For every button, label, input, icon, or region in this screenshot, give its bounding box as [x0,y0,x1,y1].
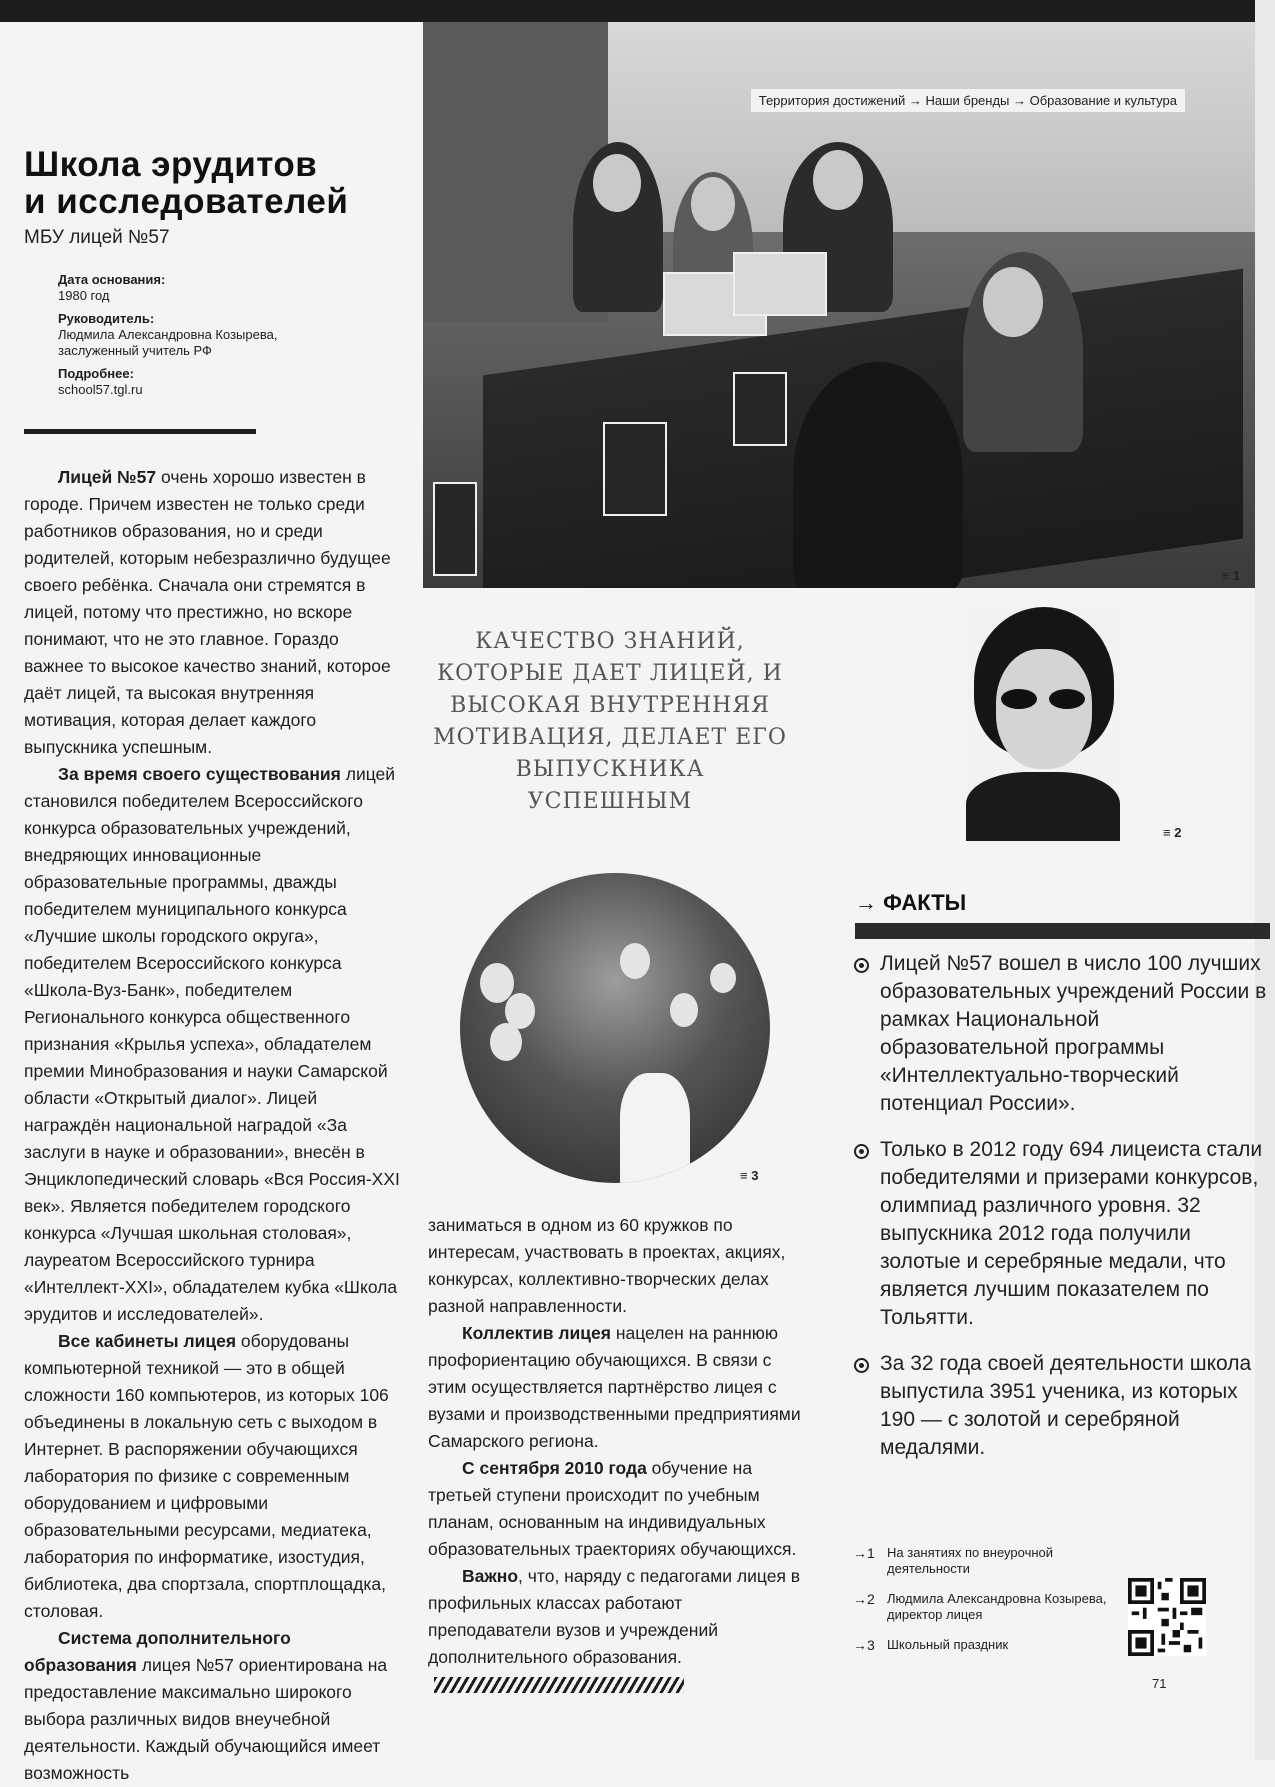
page-number: 71 [1152,1676,1167,1691]
photo-wall [563,22,1255,232]
paragraph [24,1625,402,1787]
paragraph [24,1328,402,1625]
photo-balloon [490,1023,522,1061]
paragraph-lead: С сентября 2010 года [462,1458,647,1478]
paragraph [428,1455,808,1563]
photo-classroom [423,22,1255,588]
photo-face [813,150,863,210]
breadcrumb: Территория достижений → Наши бренды → Образование и культура [751,89,1185,112]
caption-number: →2 [853,1591,875,1607]
paragraph-text: , что, наряду с педагогами лицея в профильных классах работают преподаватели вузов и учреждений дополнительного образования. [428,1566,801,1667]
paragraph-text: обучение на третьей ступени происходит по учебным планам, основанным на индивидуальных образовательных траекториях обучающихся. [428,1458,797,1559]
fact-text: Только в 2012 году 694 лицеиста стали победителями и призерами конкурсов, олимпиад различного уровня. 32 выпускника 2012 года получили золотые и серебряные медали, что является лучшим показателем по Тольятти. [880,1138,1263,1329]
photo-tag-2: ≡ 2 [1163,825,1182,840]
meta-label-director: Руководитель: [58,311,155,326]
paragraph [428,1563,808,1698]
fact-item [852,1136,1272,1332]
paragraph-text: нацелен на раннюю профориентацию обучающихся. В связи с этим осуществляется партнёрство лицея с вузами и производственными предприятиями Самарского региона. [428,1323,801,1451]
pull-quote: КАЧЕСТВО ЗНАНИЙ, КОТОРЫЕ ДАЕТ ЛИЦЕЙ, И ВЫСОКАЯ ВНУТРЕННЯЯ МОТИВАЦИЯ, ДЕЛАЕТ ЕГО ВЫПУСКНИКА УСПЕШНЫМ [433,629,787,814]
photo-laptop [433,482,477,576]
photo-tag-1-num: 1 [1232,568,1240,583]
bullet-icon [854,1358,869,1373]
paragraph-text: лицея №57 ориентирована на предоставление максимально широкого выбора различных видов внеучебной деятельности. Каждый обучающийся имеет возможность [24,1655,388,1783]
paragraph-lead: За время своего существования [58,764,341,784]
caption-text: Людмила Александровна Козырева, директор лицея [887,1591,1107,1622]
article-column-2 [428,1212,808,1698]
facts-list [852,950,1272,1480]
fact-text: За 32 года своей деятельности школа выпустила 3951 ученика, из которых 190 — с золотой и серебряной медалями. [880,1352,1252,1459]
meta-value-founded: 1980 год [58,288,110,303]
bullet-icon [854,958,869,973]
photo-person [793,362,963,588]
article-column-1 [24,464,402,1787]
portrait-face [996,649,1092,769]
photo-laptop [733,372,787,446]
title-line-2: и исследователей [24,182,349,221]
photo-laptop [733,252,827,316]
top-black-bar [0,0,1255,22]
photo-balloon [620,943,650,979]
photo-laptop [603,422,667,516]
fact-item [852,950,1272,1118]
end-hatch-mark [434,1677,684,1693]
caption-text: На занятиях по внеурочной деятельности [887,1545,1054,1576]
photo-tag-1: ≡ 1 [1221,568,1240,583]
photo-dress [620,1073,690,1183]
photo-director [966,607,1120,841]
photo-face [691,177,735,231]
photo-tag-3: ≡ 3 [740,1168,759,1183]
meta-value-director: Людмила Александровна Козырева, заслуженный учитель РФ [58,327,278,358]
portrait-glasses [1001,689,1087,709]
photo-tag-3-num: 3 [751,1168,759,1183]
paragraph-text: оборудованы компьютерной техникой — это в общей сложности 160 компьютеров, из которых 106 объединены в локальную сеть с выходом в Интернет. В распоряжении обучающихся лаборатория по физике с современным оборудованием и цифровыми образовательными ресурсами, медиатека, лаборатория по информатике, изостудия, библиотека, два спортзала, спортплощадка, столовая. [24,1331,389,1621]
paragraph [24,464,402,761]
photo-balloon [710,963,736,993]
title-line-1: Школа эрудитов [24,145,318,184]
paragraph [428,1320,808,1455]
portrait-body [966,772,1120,841]
photo-captions [853,1545,1113,1667]
fact-text: Лицей №57 вошел в число 100 лучших образовательных учреждений России в рамках Национальной образовательной программы «Интеллектуально-творческий потенциал России». [880,952,1267,1115]
page-edge [1255,0,1275,1760]
caption-item [853,1591,1113,1623]
meta-label-founded: Дата основания: [58,272,166,287]
meta-value-website[interactable]: school57.tgl.ru [58,382,143,397]
caption-text: Школьный праздник [887,1637,1009,1652]
meta-info [58,272,318,405]
bullet-icon [854,1144,869,1159]
photo-celebration [460,873,770,1183]
photo-balloon [670,993,698,1027]
fact-item [852,1350,1272,1462]
caption-number: →1 [853,1545,875,1561]
qr-code-icon[interactable] [1128,1578,1206,1656]
paragraph-continued: заниматься в одном из 60 кружков по интересам, участвовать в проектах, акциях, конкурсах, коллективно-творческих делах разной направленности. [428,1215,786,1316]
paragraph-lead: Лицей №57 [58,467,157,487]
paragraph-text: лицей становился победителем Всероссийского конкурса образовательных учреждений, внедряющих инновационные образовательные программы, дважды победителем муниципального конкурса «Лучшие школы городского округа», победителем Всероссийского конкурса «Школа-Вуз-Банк», победителем Регионального конкурса общественного признания «Крылья успеха», обладателем премии Минобразования и науки Самарской области «Открытый диалог». Лицей награждён национальной наградой «За заслуги в науке и образовании», внесён в Энциклопедический словарь «Вся Россия-XXI век». Является победителем городского конкурса «Лучшая школьная столовая», лауреатом Всероссийского турнира «Интеллект-XXI», обладателем кубка «Школа эрудитов и исследователей». [24,764,400,1324]
photo-face [593,154,641,212]
article-subtitle: МБУ лицей №57 [24,227,170,248]
caption-item [853,1545,1113,1577]
paragraph-text: очень хорошо известен в городе. Причем известен не только среди работников образования, но и среди родителей, которым небезразлично будущее своего ребёнка. Сначала они стремятся в лицей, потому что престижно, но вскоре понимают, что не это главное. Гораздо важнее то высокое качество знаний, которое даёт лицей, та высокая внутренняя мотивация, которая делает каждого выпускника успешным. [24,467,391,757]
photo-tag-2-num: 2 [1174,825,1182,840]
paragraph-lead: Важно [462,1566,519,1586]
header-rule [24,429,256,434]
caption-item [853,1637,1113,1653]
meta-label-more: Подробнее: [58,366,134,381]
caption-number: →3 [853,1637,875,1653]
article-title [24,146,348,220]
facts-bar [855,923,1270,939]
paragraph [24,761,402,1328]
paragraph-lead: Коллектив лицея [462,1323,611,1343]
photo-face [983,267,1043,337]
facts-title: → ФАКТЫ [855,890,967,915]
paragraph-lead: Система дополнительного образования [24,1628,291,1675]
paragraph-lead: Все кабинеты лицея [58,1331,237,1351]
